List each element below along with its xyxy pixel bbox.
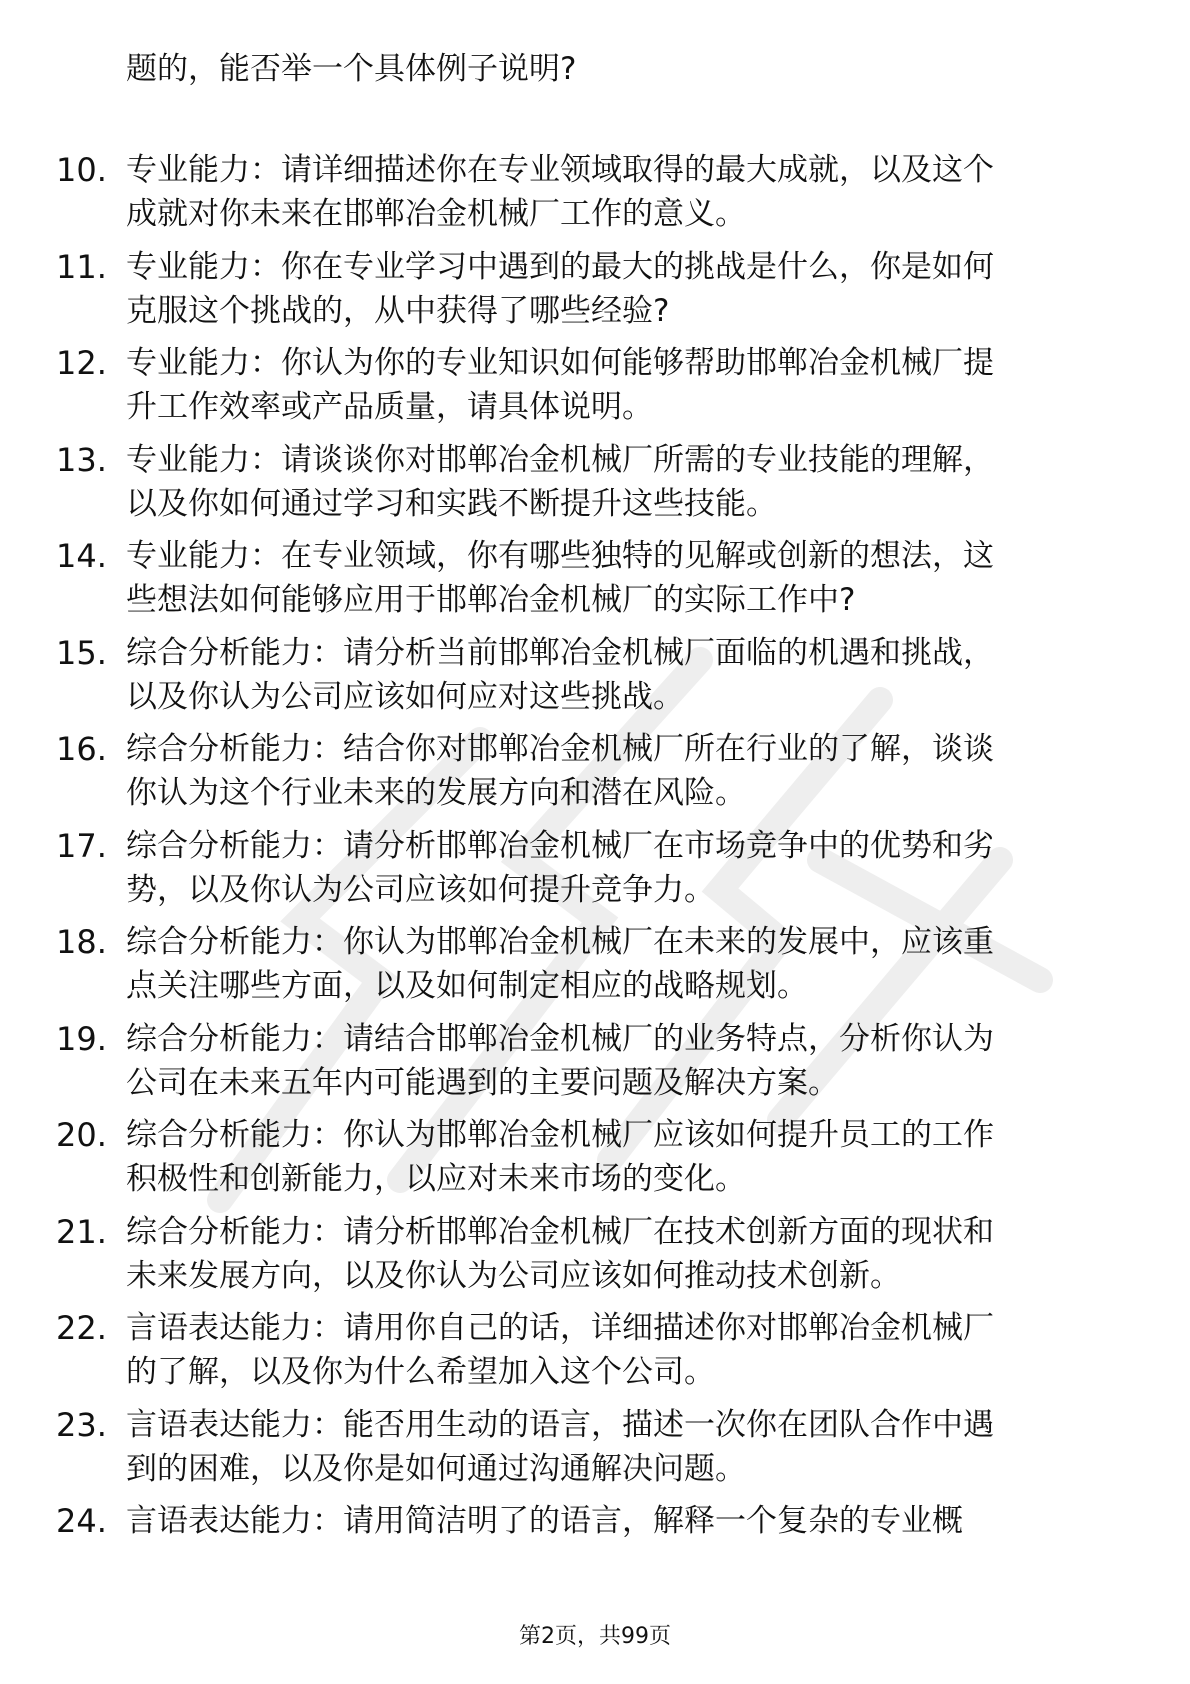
question-text-line-1: 言语表达能力：请用简洁明了的语言，解释一个复杂的专业概	[126, 1503, 963, 1539]
question-number: 23.	[56, 1406, 107, 1444]
question-number: 10.	[56, 151, 107, 189]
question-text-line-2: 势，以及你认为公司应该如何提升竞争力。	[126, 872, 715, 908]
question-text-line-1: 专业能力：你认为你的专业知识如何能够帮助邯郸冶金机械厂提	[126, 345, 994, 381]
question-text-line-1: 言语表达能力：能否用生动的语言，描述一次你在团队合作中遇	[126, 1407, 994, 1443]
question-text-line-2: 成就对你未来在邯郸冶金机械厂工作的意义。	[126, 196, 746, 232]
question-text-line-1: 综合分析能力：你认为邯郸冶金机械厂应该如何提升员工的工作	[126, 1117, 994, 1153]
question-text-line-1: 言语表达能力：请用你自己的话，详细描述你对邯郸冶金机械厂	[126, 1310, 994, 1346]
question-text-line-2: 你认为这个行业未来的发展方向和潜在风险。	[126, 775, 746, 811]
question-number: 21.	[56, 1213, 107, 1251]
question-text-line-1: 综合分析能力：请分析当前邯郸冶金机械厂面临的机遇和挑战，	[126, 635, 994, 671]
question-number: 12.	[56, 344, 107, 382]
question-text-line-2: 未来发展方向，以及你认为公司应该如何推动技术创新。	[126, 1258, 901, 1294]
question-number: 17.	[56, 827, 107, 865]
question-text-line-1: 综合分析能力：请分析邯郸冶金机械厂在技术创新方面的现状和	[126, 1214, 994, 1250]
question-text-line-2: 到的困难，以及你是如何通过沟通解决问题。	[126, 1451, 746, 1487]
question-text-line-2: 的了解，以及你为什么希望加入这个公司。	[126, 1354, 715, 1390]
question-text-line-1: 专业能力：请详细描述你在专业领域取得的最大成就，以及这个	[126, 152, 994, 188]
question-number: 16.	[56, 730, 107, 768]
question-number: 15.	[56, 634, 107, 672]
question-number: 19.	[56, 1020, 107, 1058]
question-text-line-1: 专业能力：请谈谈你对邯郸冶金机械厂所需的专业技能的理解，	[126, 442, 994, 478]
question-text-line-1: 综合分析能力：请结合邯郸冶金机械厂的业务特点，分析你认为	[126, 1021, 994, 1057]
question-text-line-2: 积极性和创新能力，以应对未来市场的变化。	[126, 1161, 746, 1197]
question-text-line-2: 公司在未来五年内可能遇到的主要问题及解决方案。	[126, 1065, 839, 1101]
page-number-footer: 第2页，共99页	[519, 1624, 671, 1649]
question-text-line-1: 综合分析能力：结合你对邯郸冶金机械厂所在行业的了解，谈谈	[126, 731, 994, 767]
continuation-line: 题的，能否举一个具体例子说明?	[126, 51, 577, 87]
question-text-line-2: 以及你认为公司应该如何应对这些挑战。	[126, 679, 684, 715]
question-number: 24.	[56, 1502, 107, 1540]
question-number: 14.	[56, 537, 107, 575]
question-text-line-2: 克服这个挑战的，从中获得了哪些经验?	[126, 293, 670, 329]
question-text-line-2: 升工作效率或产品质量，请具体说明。	[126, 389, 653, 425]
question-number: 13.	[56, 441, 107, 479]
question-number: 18.	[56, 923, 107, 961]
question-number: 20.	[56, 1116, 107, 1154]
question-number: 22.	[56, 1309, 107, 1347]
question-text-line-1: 综合分析能力：你认为邯郸冶金机械厂在未来的发展中，应该重	[126, 924, 994, 960]
question-number: 11.	[56, 248, 107, 286]
question-text-line-1: 专业能力：在专业领域，你有哪些独特的见解或创新的想法，这	[126, 538, 994, 574]
question-text-line-2: 些想法如何能够应用于邯郸冶金机械厂的实际工作中?	[126, 582, 856, 618]
question-text-line-1: 专业能力：你在专业学习中遇到的最大的挑战是什么，你是如何	[126, 249, 994, 285]
question-text-line-1: 综合分析能力：请分析邯郸冶金机械厂在市场竞争中的优势和劣	[126, 828, 994, 864]
question-text-line-2: 点关注哪些方面，以及如何制定相应的战略规划。	[126, 968, 808, 1004]
question-text-line-2: 以及你如何通过学习和实践不断提升这些技能。	[126, 486, 777, 522]
